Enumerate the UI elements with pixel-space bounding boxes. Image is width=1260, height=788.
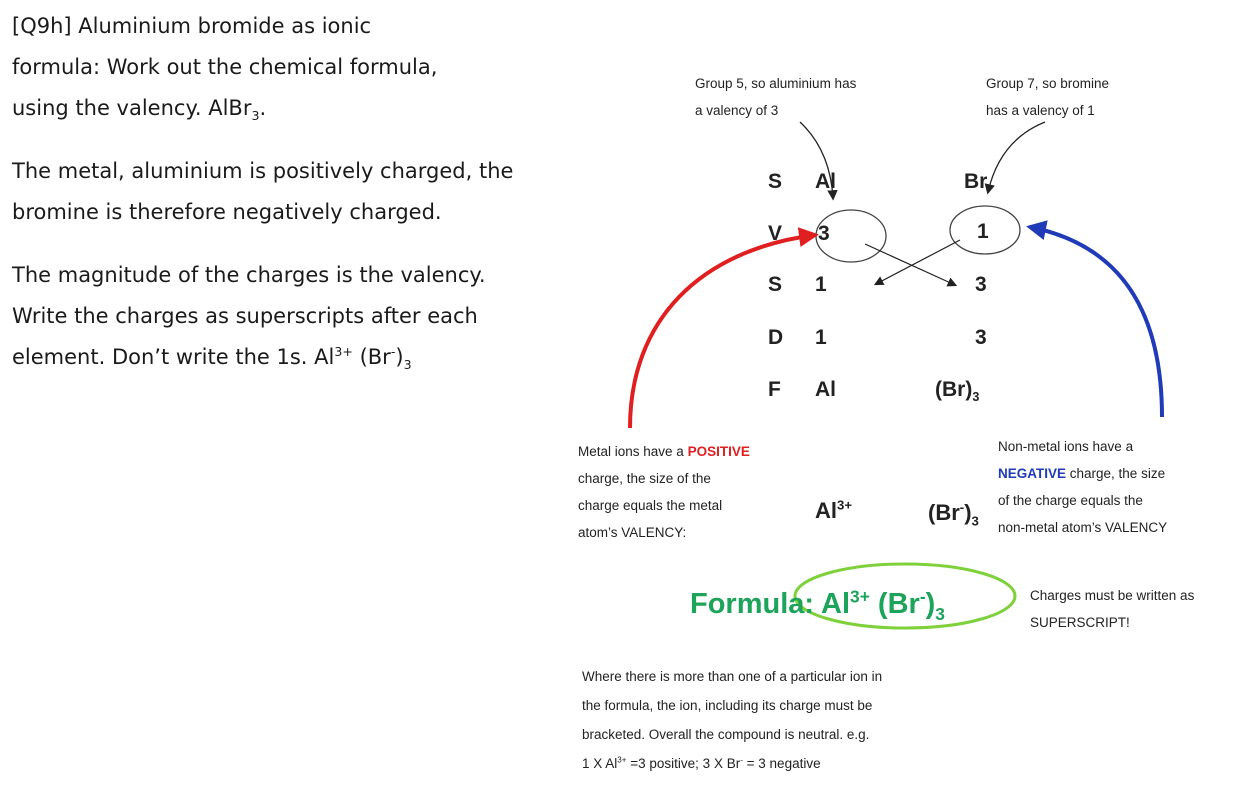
negative-charge-arrow [1030,227,1162,417]
bottom-note-line-4b: =3 positive; 3 X Br [626,756,741,771]
bottom-note-line-1: Where there is more than one of a particular ion in [582,669,883,684]
superscript-note-line-2: SUPERSCRIPT! [1030,615,1130,630]
superscript: 3+ [617,755,627,765]
bottom-note-line-4c: = 3 negative [742,756,821,771]
bracket-rule-note [582,662,882,778]
charge-line-2: bromine is therefore negatively charged. [12,200,442,224]
period: . [259,96,267,120]
bottom-note-line-2: the formula, the ion, including its charge must be [582,698,873,713]
bromine-valency-note [986,70,1109,124]
metal-ion-note [578,438,750,546]
al-text: Al [815,498,837,523]
magnitude-line-3: element. Don’t write the 1s. Al [12,345,335,369]
superscript-note-line-1: Charges must be written as [1030,588,1195,603]
br-formula-part [935,378,980,405]
final-formula [690,586,945,624]
superscript: 3+ [334,344,353,359]
br-bracket-text: (Br) [935,378,973,401]
superscript: 3+ [837,497,853,513]
br-note-arrow [988,122,1045,192]
subscript: 3 [935,603,945,624]
non-metal-ion-note [998,433,1167,541]
bottom-note-line-3: bracketed. Overall the compound is neutral. e.g. [582,727,870,742]
question-line-1: [Q9h] Aluminium bromide as ionic [12,14,372,38]
bromide-ion [928,499,979,529]
br-text: (Br [928,500,960,525]
formula-br: (Br [869,588,920,620]
al-divide: 1 [815,326,827,349]
br-divide: 3 [975,326,987,349]
nonmetal-note-line-3: of the charge equals the [998,493,1143,508]
subscript: 3 [972,390,980,405]
question-line-2: formula: Work out the chemical formula, [12,55,438,79]
subscript: 3 [971,513,979,529]
nonmetal-note-line-2: charge, the size [1066,466,1166,481]
positive-charge-arrow [630,235,815,428]
nonmetal-note-line-4: non-metal atom’s VALENCY [998,520,1168,535]
row-label-v: V [768,222,783,245]
charge-line-1: The metal, aluminium is positively charged, the [12,159,514,183]
superscript-note [1030,582,1194,636]
magnitude-line-2: Write the charges as superscripts after each [12,304,478,328]
bracket: ) [964,500,972,525]
positive-word: POSITIVE [687,444,750,459]
formula-al: Al [814,588,851,620]
bromide-text: (Br [352,345,391,369]
swap-arrow-br-to-al [876,240,960,284]
aluminium-ion [815,498,852,524]
superscript: - [919,586,926,607]
al-note-line-2: a valency of 3 [695,103,779,118]
row-label-d: D [768,326,784,349]
br-swap: 3 [975,273,987,296]
al-symbol: Al [815,170,836,193]
bottom-note-line-4a: 1 X Al [582,756,618,771]
metal-note-line-2: charge, the size of the [578,471,711,486]
metal-note-line-3: charge equals the metal [578,498,723,513]
br-symbol: Br [964,170,988,193]
question-line-3: using the valency. AlBr [12,96,252,120]
formula-label: Formula: [690,588,815,620]
al-formula-part: Al [815,378,836,401]
metal-note-line-4: atom’s VALENCY: [578,525,687,540]
superscript: - [390,344,396,359]
al-swap: 1 [815,273,827,296]
superscript: 3+ [850,586,870,607]
magnitude-line-1: The magnitude of the charges is the valency. [12,263,486,287]
subscript: 3 [403,357,412,373]
al-valency: 3 [818,222,830,245]
superscript: - [740,755,743,765]
aluminium-valency-note [695,70,856,124]
superscript: - [959,499,965,515]
negative-word: NEGATIVE [998,466,1067,481]
br-note-line-2: has a valency of 1 [986,103,1095,118]
metal-note-line-1: Metal ions have a [578,444,688,459]
al-note-line-1: Group 5, so aluminium has [695,76,857,91]
subscript: 3 [251,108,260,124]
bracket: ) [925,588,936,620]
br-note-line-1: Group 7, so bromine [986,76,1110,91]
row-label-f: F [768,378,781,401]
row-label-s2: S [768,273,783,296]
br-valency: 1 [977,220,989,243]
bracket: ) [395,345,404,369]
row-label-s1: S [768,170,783,193]
nonmetal-note-line-1: Non-metal ions have a [998,439,1134,454]
